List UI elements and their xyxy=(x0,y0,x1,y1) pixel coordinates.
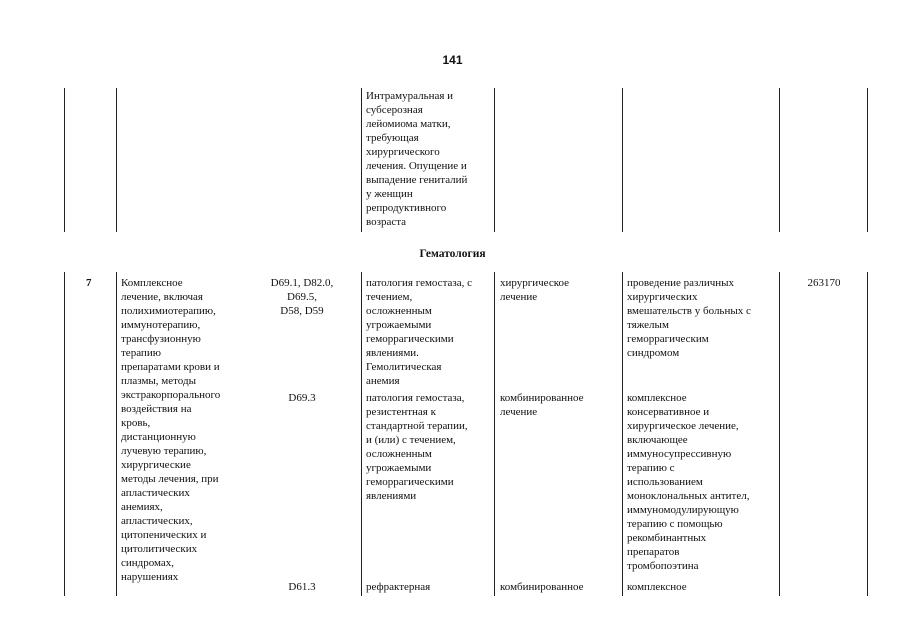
column-rule xyxy=(779,88,780,232)
treatment-method: комплексное консервативное и хирургическое лечение, включающее иммуносупрессивную терапию с использованием моноклональных антител, иммуномодулирующую терапию с помощью рекомбинантных препаратов тромбопоэтина xyxy=(627,392,750,572)
column-rule xyxy=(64,272,65,596)
column-rule xyxy=(622,272,623,596)
column-rule xyxy=(361,88,362,232)
treatment-type: хирургическое лечение xyxy=(500,277,570,303)
page-number: 141 xyxy=(442,53,463,67)
column-rule xyxy=(867,88,868,232)
column-rule xyxy=(116,88,117,232)
column-rule xyxy=(361,272,362,596)
icd-codes: D61.3 xyxy=(288,581,316,593)
patient-model: патология гемостаза, резистентная к стандартной терапии, и (или) с течением, осложненным угрожаемыми геморрагическими явлениями xyxy=(366,392,468,502)
section-title: Гематология xyxy=(419,248,486,260)
column-rule xyxy=(494,88,495,232)
column-rule xyxy=(64,88,65,232)
treatment-method: комплексное xyxy=(627,581,687,593)
icd-codes: D69.3 xyxy=(288,392,316,404)
patient-model: патология гемостаза, с течением, осложненным угрожаемыми геморрагическими явлениями. Гемолитическая анемия xyxy=(366,277,472,387)
row-number: 7 xyxy=(86,277,92,289)
treatment-type: комбинированное xyxy=(500,581,584,593)
column-rule xyxy=(494,272,495,596)
top-diagnosis-text: Интрамуральная и субсерозная лейомиома матки, требующая хирургического лечения. Опущение и выпадение гениталий у женщин репродуктивного возраста xyxy=(366,90,468,228)
column-rule xyxy=(622,88,623,232)
column-rule xyxy=(116,272,117,596)
cost-value: 263170 xyxy=(807,277,841,289)
icd-codes: D69.1, D82.0, D69.5, D58, D59 xyxy=(270,277,334,317)
column-rule xyxy=(779,272,780,596)
row-name: Комплексное лечение, включая полихимиотерапию, иммунотерапию, трансфузионную терапию препаратами крови и плазмы, методы экстракорпорального воздействия на кровь, дистанционную лучевую терапию, хирургические методы лечения, при апластических анемиях, апластических, цитопенических и цитолитических синдромах, нарушениях xyxy=(121,277,221,583)
column-rule xyxy=(867,272,868,596)
treatment-type: комбинированное лечение xyxy=(500,392,584,418)
patient-model: рефрактерная xyxy=(366,581,431,593)
treatment-method: проведение различных хирургических вмешательств у больных с тяжелым геморрагическим синдромом xyxy=(627,277,751,359)
